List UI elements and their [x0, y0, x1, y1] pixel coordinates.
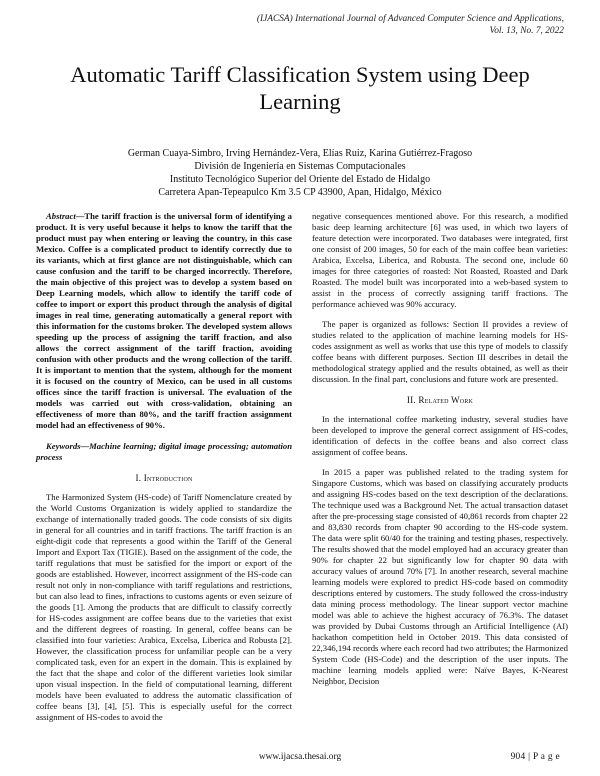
author-institute: Instituto Tecnológico Superior del Oriente del Estado de Hidalgo [169, 174, 431, 185]
section-heading-related-work: II. Related Work [406, 395, 474, 405]
author-division: División de Ingeniería en Sistemas Computacionales [194, 161, 406, 172]
related-work-paragraph-2: In 2015 a paper was published related to the trading system for Singapore Customs, which was based on classifying accurately products and assigning HS-codes based on the text description of the declarations. The technique used was a Background Net. The actual transaction dataset after the pre-processing stage consisted of 40,861 records from chapter 22 and 83,830 records from chapter 90 according to the HS-code system. The data were split 60/40 for the training and testing phases, respectively. The results showed that the model employed had an accuracy greater than 90% for chapter 22 but significantly low for chapter 90 data with accuracy values of around 70% [7]. In another research, several machine learning models were explored to predict HS-code based on commodity descriptions entered by customers. The study followed the cross-industry data mining process methodology. The linear support vector machine model was able to achieve the highest accuracy of 76.3%. The dataset was provided by Dubai Customs through an Artificial Intelligence (AI) hackathon competition held in October 2019. This data consisted of 22,346,194 records where each record had two attributes; the Harmonized System Code (HS-Code) and the description of the user inputs. The machine learning models applied were: Naïve Bayes, K-Nearest Neighbor, Decision [312, 467, 568, 686]
abstract: Abstract—The tariff fraction is the universal form of identifying a product. It is very useful because it helps to know the tariff that the product must pay when entering or leaving the country, in this case Mexico. Coffee is a complicated product to identify correctly due to its variants, which at first glance are not distinguishable, which can cause confusion and the tariff to be charged incorrectly. Therefore, the main objective of this project was to develop a system based on Deep Learning models, which allow to identify the tariff code of coffee to import or export this product through the analysis of digital images in real time, generating automatically a general report with this information for the customs broker. The developed system allows speeding up the process of assigning the tariff fraction, and also allows the correct assignment of the tariff fraction, avoiding confusion with other products and the wrong collection of the tariff. It is important to mention that the system, although for the moment it is focused on the country of Mexico, can be used in all customs offices since the tariff fraction is universal. The evaluation of the models was carried out with cross-validation, obtaining an effectiveness of more than 80%, and the tariff fraction assignment model had an effectiveness of 90%. [36, 211, 292, 430]
section-heading-introduction: I. Introduction [135, 473, 193, 483]
intro-paragraph: The Harmonized System (HS-code) of Tariff Nomenclature created by the World Customs Organization is widely applied to standardize the exchange of internationally traded goods. The code consists of six digits in general for all countries and in tariff fractions. The tariff fraction is an eight-digit code that represents a good within the Tariff of the General Import and Export Tax (TIGIE). Based on the assignment of the code, the tariff regulations that must be satisfied for the import or export of the goods are established. However, incorrect assignment of the HS-code can result not only in non-compliance with tariff regulations and restrictions, but can also lead to fines, infractions to customs agents or even seizure of the goods [1]. Among the products that are difficult to classify correctly for HS-codes assignment are coffee beans due to the varieties that exist and the different degrees of roasting. In general, coffee beans can be classified into four varieties: Arabica, Excelsa, Liberica and Robusta [2]. However, the classification process for unfamiliar people can be a very complicated task, even for an expert in the domain. This is explained by the fact that the shape and color of the different varieties look similar upon visual inspection. In the field of computational learning, different models have been evaluated to address the automatic classification of coffee beans [3], [4], [5]. This is especially useful for the correct assignment of HS-codes to avoid the [36, 492, 292, 722]
journal-volume: Vol. 13, No. 7, 2022 [489, 25, 564, 36]
right-column [312, 211, 568, 687]
keywords: Keywords—Machine learning; digital image processing; automation process [36, 441, 292, 462]
paper-title: Automatic Tariff Classification System using Deep Learning [70, 62, 530, 114]
intro-paragraph-continued: negative consequences mentioned above. For this research, a modified basic deep learning architecture [6] was used, in which two layers of feature detection were incorporated. Two databases were integrated, first one consist of 200 images, 50 for each of the main coffee bean varieties: Arabica, Excelsa, Liberica, and Robusta. The second one, include 60 images for three categories of roasted: Not Roasted, Roasted and Dark Roasted. The model built was incorporated into a web-based system to assist in the process of correctly assigning tariff fractions. The performance achieved was 90% accuracy. [312, 211, 568, 309]
left-column [36, 211, 292, 723]
journal-name: (IJACSA) International Journal of Advanced Computer Science and Applications, [256, 14, 564, 24]
journal-header [144, 14, 564, 37]
related-work-paragraph-1: In the international coffee marketing industry, several studies have been developed to improve the general correct assignment of HS-codes, identification of defects in the coffee beans and also correct class assignment of coffee beans. [312, 414, 568, 457]
organization-paragraph: The paper is organized as follows: Section II provides a review of studies related to the application of machine learning models for HS-codes assignment as well as works that use this type of models to classify coffee beans with different purposes. Section III describes in detail the methodological strategy applied and the results obtained, as well as their discussion. In the final part, conclusions and future work are presented. [312, 319, 568, 384]
author-names: German Cuaya-Simbro, Irving Hernández-Vera, Elías Ruiz, Karina Gutiérrez-Fragoso [127, 148, 473, 159]
footer-url[interactable]: www.ijacsa.thesai.org [258, 752, 342, 762]
page-number: 904 | P a g e [510, 752, 560, 762]
author-address: Carretera Apan-Tepeapulco Km 3.5 CP 43900, Apan, Hidalgo, México [158, 187, 442, 198]
author-block [40, 147, 560, 199]
